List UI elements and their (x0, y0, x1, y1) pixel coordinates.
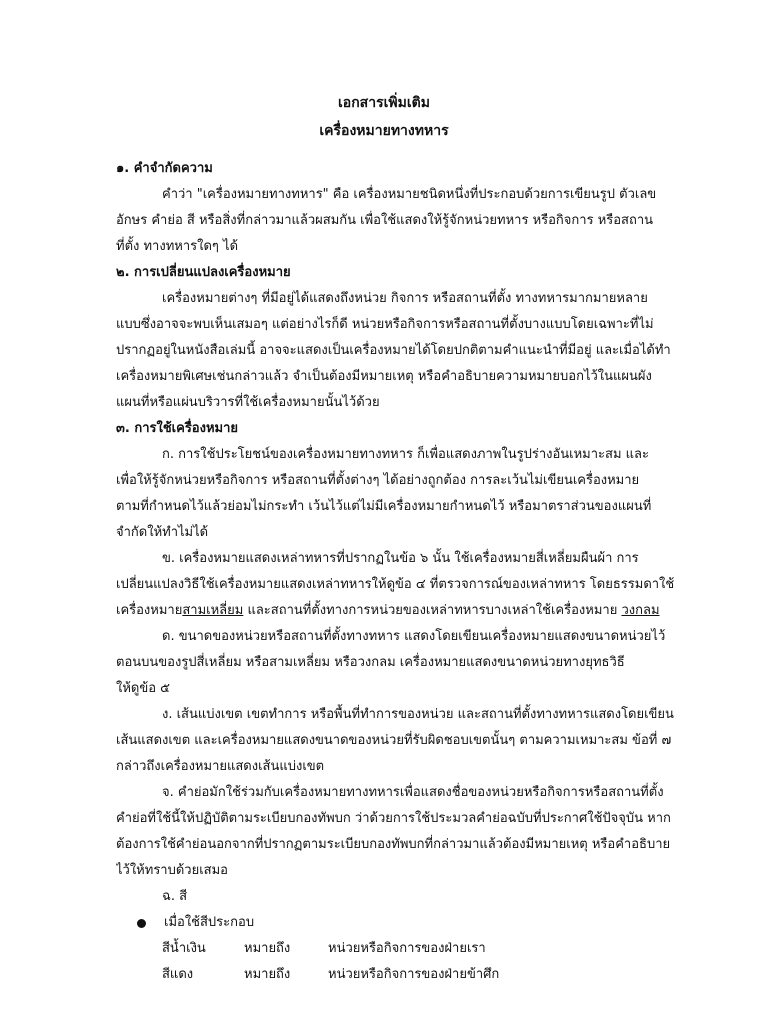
color-legend-row (116, 936, 696, 962)
paragraph-line: ปรากฏอยู่ในหนังสือเล่มนี้ อาจจะแสดงเป็นเครื่องหมายได้โดยปกติตามคำแนะนำที่มีอยู่ และเมื่อได้ทำ (116, 343, 671, 358)
section-heading-definition: ๑. คำจำกัดความ (116, 161, 213, 176)
document-subtitle: เครื่องหมายทางทหาร (319, 123, 449, 139)
paragraph-line: ให้ดูข้อ ๕ (116, 681, 171, 696)
color-description: หน่วยหรือกิจการของฝ่ายเรา (328, 941, 486, 956)
paragraph-line: เปลี่ยนแปลงวิธีใช้เครื่องหมายแสดงเหล่าทหารให้ดูข้อ ๔ ที่ตรวจการณ์ของเหล่าทหาร โดยธรรมดาใช้ (116, 577, 675, 592)
paragraph-line (116, 598, 696, 624)
text-run: เครื่องหมาย (116, 603, 183, 618)
paragraph-line: ง. เส้นแบ่งเขต เขตทำการ หรือพื้นที่ทำการของหน่วย และสถานที่ตั้งทางทหารแสดงโดยเขียน (162, 707, 674, 722)
color-name: สีน้ำเงิน (162, 941, 206, 956)
section-heading-changes: ๒. การเปลี่ยนแปลงเครื่องหมาย (116, 265, 291, 280)
document-title: เอกสารเพิ่มเติม (338, 95, 430, 111)
paragraph-line: เครื่องหมายต่างๆ ที่มีอยู่ได้แสดงถึงหน่วย กิจการ หรือสถานที่ตั้ง ทางทหารมากมายหลาย (162, 291, 648, 306)
color-means: หมายถึง (244, 941, 291, 956)
paragraph-line: ข. เครื่องหมายแสดงเหล่าทหารที่ปรากฏในข้อ ๖ นั้น ใช้เครื่องหมายสี่เหลี่ยมผืนผ้า การ (162, 551, 639, 566)
paragraph-line: เส้นแสดงเขต และเครื่องหมายแสดงขนาดของหน่วยที่รับผิดชอบเขตนั้นๆ ตามความเหมาะสม ข้อที่ ๗ (116, 733, 672, 748)
paragraph-line: ก. การใช้ประโยชน์ของเครื่องหมายทางทหาร ก็เพื่อแสดงภาพในรูปร่างอันเหมาะสม และ (162, 447, 649, 462)
paragraph-line: คำย่อที่ใช้นี้ให้ปฏิบัติตามระเบียบกองทัพบก ว่าด้วยการใช้ประมวลคำย่อฉบับที่ประกาศใช้ปัจจุบัน หาก (116, 811, 671, 826)
paragraph-line: แผนที่หรือแผ่นบริวารที่ใช้เครื่องหมายนั้นไว้ด้วย (116, 395, 380, 410)
color-name: สีแดง (162, 967, 194, 982)
paragraph-line: จ. คำย่อมักใช้ร่วมกับเครื่องหมายทางทหารเพื่อแสดงชื่อของหน่วยหรือกิจการหรือสถานที่ตั้ง (162, 785, 664, 800)
document-body (116, 156, 696, 988)
paragraph-line: ต้องการใช้คำย่อนอกจากที่ปรากฏตามระเบียบกองทัพบกที่กล่าวมาแล้วต้องมีหมายเหตุ หรือคำอธิบาย (116, 837, 671, 852)
text-run: และสถานที่ตั้งทางการหน่วยของเหล่าทหารบางเหล่าใช้เครื่องหมาย (243, 603, 622, 618)
paragraph-line: ตามที่กำหนดไว้แล้วย่อมไม่กระทำ เว้นไว้แต่ไม่มีเครื่องหมายกำหนดไว้ หรือมาตราส่วนของแผนที่ (116, 499, 652, 514)
paragraph-line: กล่าวถึงเครื่องหมายแสดงเส้นแบ่งเขต (116, 759, 325, 774)
bullet-item (116, 910, 696, 936)
subsection-color: ฉ. สี (162, 889, 188, 904)
paragraph-line: คำว่า "เครื่องหมายทางทหาร" คือ เครื่องหมายชนิดหนึ่งที่ประกอบด้วยการเขียนรูป ตัวเลข (162, 187, 657, 202)
color-legend-row (116, 962, 696, 988)
paragraph-line: จำกัดให้ทำไม่ได้ (116, 525, 209, 540)
bullet-icon (137, 919, 146, 928)
paragraph-line: ตอนบนของรูปสี่เหลี่ยม หรือสามเหลี่ยม หรือวงกลม เครื่องหมายแสดงขนาดหน่วยทางยุทธวิธี (116, 655, 625, 670)
paragraph-line: เครื่องหมายพิเศษเช่นกล่าวแล้ว จำเป็นต้องมีหมายเหตุ หรือคำอธิบายความหมายบอกไว้ในแผนผัง (116, 369, 652, 384)
paragraph-line: เพื่อให้รู้จักหน่วยหรือกิจการ หรือสถานที่ตั้งต่างๆ ได้อย่างถูกต้อง การละเว้นไม่เขียนเครื่องหมาย (116, 473, 640, 488)
paragraph-line: แบบซึ่งอาจจะพบเห็นเสมอๆ แต่อย่างไรก็ดี หน่วยหรือกิจการหรือสถานที่ตั้งบางแบบโดยเฉพาะที่ไม่ (116, 317, 654, 332)
color-means: หมายถึง (244, 967, 291, 982)
paragraph-line: ด. ขนาดของหน่วยหรือสถานที่ตั้งทางทหาร แสดงโดยเขียนเครื่องหมายแสดงขนาดหน่วยไว้ (162, 629, 666, 644)
paragraph-line: ที่ตั้ง ทางทหารใดๆ ได้ (116, 239, 239, 254)
paragraph-line: อักษร คำย่อ สี หรือสิ่งที่กล่าวมาแล้วผสมกัน เพื่อใช้แสดงให้รู้จักหน่วยทหาร หรือกิจการ หรือสถาน (116, 213, 654, 228)
underlined-term-circle: วงกลม (621, 603, 660, 618)
color-description: หน่วยหรือกิจการของฝ่ายข้าศึก (328, 967, 500, 982)
underlined-term-triangle: สามเหลี่ยม (182, 603, 244, 618)
paragraph-line: ไว้ให้ทราบด้วยเสมอ (116, 863, 228, 878)
section-heading-usage: ๓. การใช้เครื่องหมาย (116, 421, 239, 436)
bullet-text: เมื่อใช้สีประกอบ (164, 915, 255, 930)
